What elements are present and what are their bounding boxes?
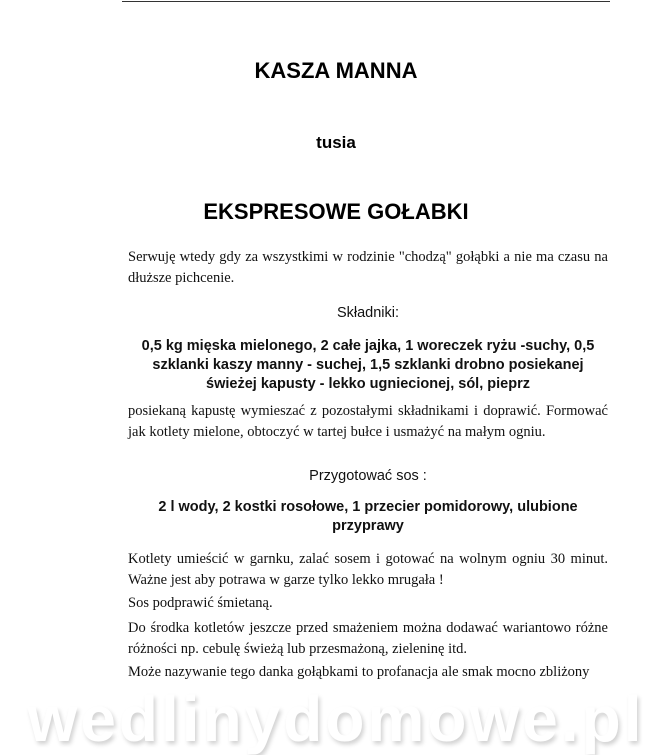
step-4: Do środka kotletów jeszcze przed smażeniem można dodawać wariantowo różne różności np. cebulę świeżą lub przesmażoną, zieleninę itd. [128, 620, 608, 657]
step-2: Kotlety umieścić w garnku, zalać sosem i gotować na wolnym ogniu 30 minut. Ważne jest aby potrawa w garze tylko lekko mrugała ! [128, 551, 608, 588]
author: tusia [316, 133, 356, 152]
ingredients-heading: Składniki: [336, 305, 400, 321]
sauce-ingredients: 2 l wody, 2 kostki rosołowe, 1 przecier pomidorowy, ulubione przyprawy [158, 499, 578, 534]
category-title: KASZA MANNA [254, 58, 418, 83]
sauce-heading: Przygotować sos : [309, 468, 427, 484]
ingredients-list: 0,5 kg mięska mielonego, 2 całe jajka, 1 woreczek ryżu -suchy, 0,5 szklanki kaszy manny - suchej, 1,5 szklanki drobno posiekanej świeżej kapusty - lekko ugniecionej, sól, pieprz [141, 338, 595, 392]
step-3: Sos podprawić śmietaną. [128, 595, 273, 611]
step-5: Może nazywanie tego danka gołąbkami to profanacja ale smak mocno zbliżony [128, 664, 590, 680]
step-1: posiekaną kapustę wymieszać z pozostałymi składnikami i doprawić. Formować jak kotlety mielone, obtoczyć w tartej bułce i usmażyć na małym ogniu. [128, 403, 608, 440]
watermark: wedlinydomowe.pl [27, 683, 645, 755]
recipe-title: EKSPRESOWE GOŁABKI [203, 199, 469, 224]
intro-paragraph: Serwuję wtedy gdy za wszystkimi w rodzinie "chodzą" gołąbki a nie ma czasu na dłuższe pichcenie. [128, 249, 608, 286]
